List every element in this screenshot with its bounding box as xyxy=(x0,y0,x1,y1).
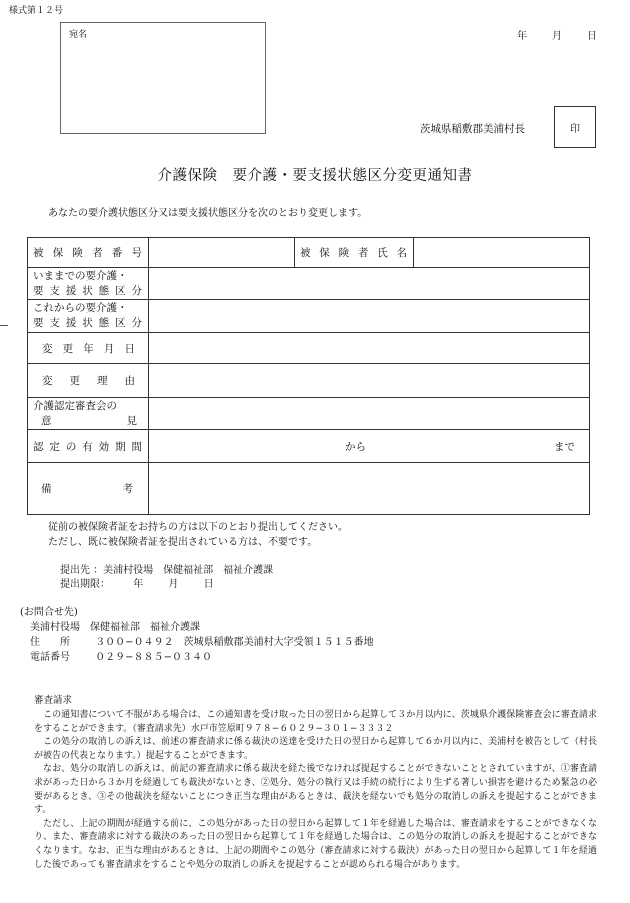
examination-paragraph: この処分の取消しの訴えは、前述の審査請求に係る裁決の送達を受けた日の翌日から起算して６か月以内に、美浦村を被告として（村長が被告の代表となります。）提起することができます。 xyxy=(34,737,597,761)
new-level-value xyxy=(149,300,590,333)
submit-to-value: ：美浦村役場 保健福祉部 福祉介護課 xyxy=(93,565,274,576)
contact-info xyxy=(20,605,374,665)
deadline-year: 年 xyxy=(133,579,144,590)
deadline-label: 提出期限： xyxy=(60,579,110,590)
insured-name-label: 被保険者氏名 xyxy=(295,238,414,268)
seal-label: 印 xyxy=(570,123,580,135)
date-day: 日 xyxy=(587,31,597,42)
examination-paragraph: この通知書について不服がある場合は、この通知書を受け取った日の翌日から起算して３か月以内に、茨城県介護保険審査会に審査請求をすることができます。（審査請求先）水戸市笠原町９７８−６０２９−３０１−３３３２ xyxy=(34,710,597,734)
address-box xyxy=(60,22,266,134)
form-number: 様式第１２号 xyxy=(9,6,64,16)
seal-box xyxy=(554,106,596,148)
examination-paragraph: ただし、上記の期間が経過する前に、この処分があった日の翌日から起算して１年を経過した場合は、審査請求をすることができなくなり、また、審査請求に対する裁決のあった日の翌日から起算して１年を経過した場合は、この処分の取消しの訴えを提起することができなくなります。なお、正当な理由があるときは、上記の期間やこの処分（審査請求に対する裁決）があった日の翌日から起算して１年を経過した後であっても審査請求をすることや処分の取消しの訴えを提起することが認められる場合があります。 xyxy=(34,818,597,870)
table-row xyxy=(28,463,590,515)
table-row xyxy=(28,398,590,430)
issuer-name: 茨城県稲敷郡美浦村長 xyxy=(420,123,525,135)
instruction-line: 従前の被保険者証をお持ちの方は以下のとおり提出してください。 xyxy=(48,522,348,533)
contact-phone: ０２９−８８５−０３４０ xyxy=(95,652,212,663)
table-row xyxy=(28,333,590,364)
notice-table xyxy=(27,237,590,515)
examination-heading: 審査請求 xyxy=(34,695,73,706)
deadline-month: 月 xyxy=(168,579,179,590)
examination-paragraph: なお、処分の取消しの訴えは、前記の審査請求に係る裁決を経た後でなければ提起することができないこととされていますが、①審査請求があった日から３か月を経過しても裁決がないとき、②処分、処分の執行又は手続の続行により生ずる著しい損害を避けるため緊急の必要があるとき、③その他裁決を経ないことにつき正当な理由があるときは、裁決を経ないでも処分の取消しの訴えを提起することができます。 xyxy=(34,764,597,816)
document-title: 介護保険 要介護・要支援状態区分変更通知書 xyxy=(157,168,473,184)
date-year: 年 xyxy=(517,31,527,42)
contact-address-label: 住 所 xyxy=(30,637,70,648)
table-row xyxy=(28,300,590,333)
intro-text: あなたの要介護状態区分又は要支援状態区分を次のとおり変更します。 xyxy=(48,208,368,219)
remarks-value xyxy=(149,463,590,515)
prev-level-label: いままでの要介護・ 要支援状態区分 xyxy=(28,268,149,300)
contact-dept: 美浦村役場 保健福祉部 福祉介護課 xyxy=(30,622,200,633)
insured-number-value xyxy=(149,238,295,268)
examination-body xyxy=(34,709,597,872)
date-month: 月 xyxy=(552,31,562,42)
address-label: 宛名 xyxy=(69,30,88,40)
table-row xyxy=(28,364,590,398)
insured-number-label: 被保険者番号 xyxy=(28,238,149,268)
submission-info xyxy=(60,564,273,592)
return-instructions xyxy=(48,520,608,550)
review-opinion-value xyxy=(149,398,590,430)
change-date-label: 変更年月日 xyxy=(28,333,149,364)
change-reason-value xyxy=(149,364,590,398)
contact-heading: (お問合せ先) xyxy=(20,607,78,618)
prev-level-value xyxy=(149,268,590,300)
instruction-line: ただし、既に被保険者証を提出されている方は、不要です。 xyxy=(48,537,318,548)
submit-to-label: 提出先 xyxy=(60,565,90,576)
validity-label: 認定の有効期間 xyxy=(28,430,149,463)
review-opinion-label: 介護認定審査会の 意 見 xyxy=(28,398,149,430)
validity-value xyxy=(149,430,590,463)
fold-mark xyxy=(0,325,8,326)
new-level-label: これからの要介護・ 要支援状態区分 xyxy=(28,300,149,333)
validity-until: まで xyxy=(554,441,575,453)
table-row xyxy=(28,238,590,268)
table-row xyxy=(28,430,590,463)
contact-phone-label: 電話番号 xyxy=(30,652,70,663)
change-reason-label: 変更理由 xyxy=(28,364,149,398)
insured-name-value xyxy=(414,238,590,268)
remarks-label: 備 考 xyxy=(28,463,149,515)
validity-from: から xyxy=(345,441,366,453)
table-row xyxy=(28,268,590,300)
deadline-day: 日 xyxy=(203,579,214,590)
contact-address: ３００−０４９２ 茨城県稲敷郡美浦村大字受領１５１５番地 xyxy=(95,637,374,648)
change-date-value xyxy=(149,333,590,364)
